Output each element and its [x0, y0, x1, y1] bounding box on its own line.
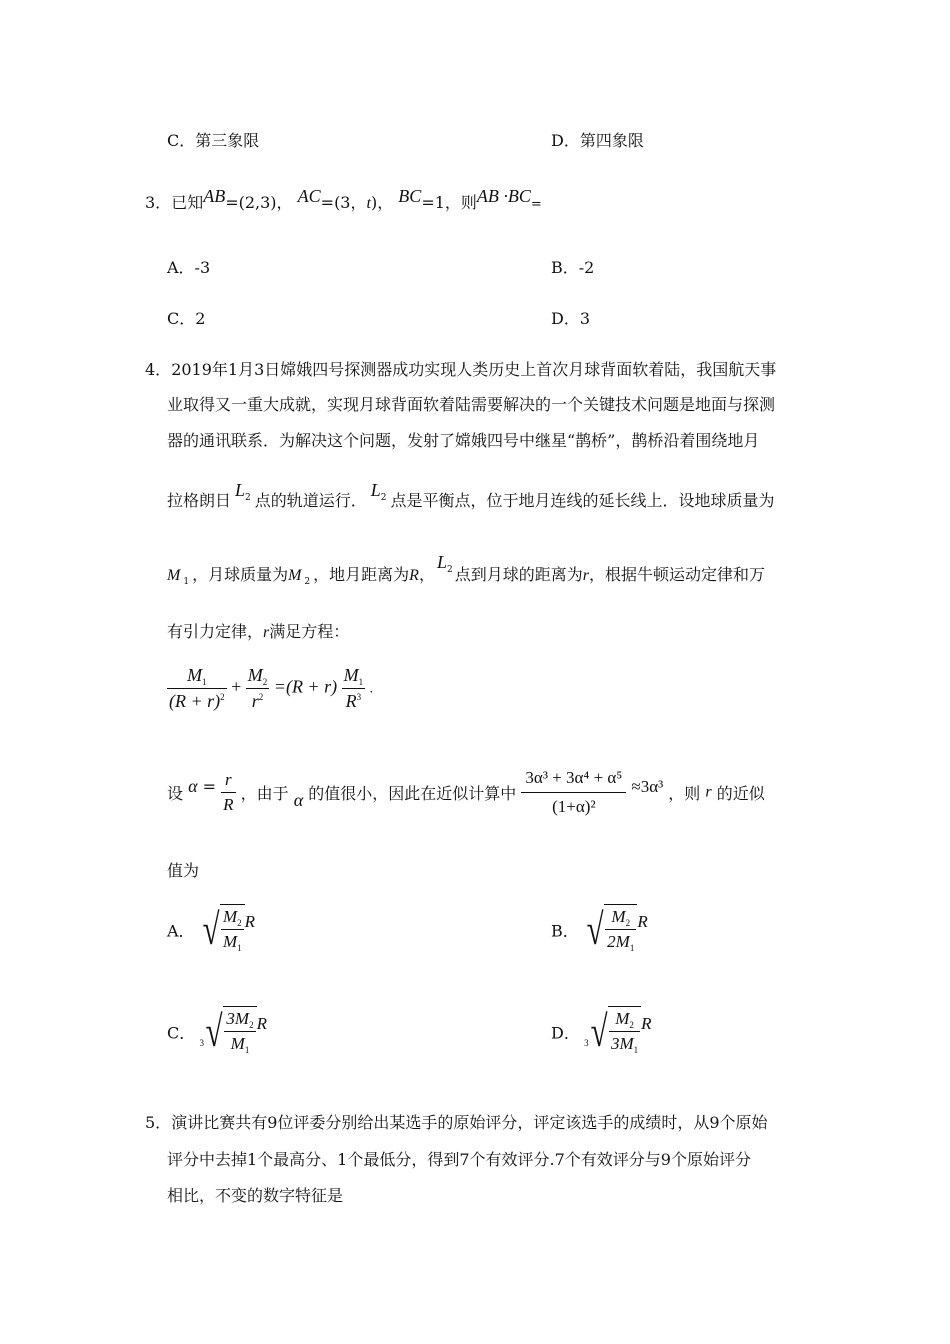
q4-text-4a: 拉格朗日 — [167, 491, 232, 510]
q4-text-7d: ，则 — [668, 784, 701, 803]
q3-number: 3． — [145, 193, 172, 212]
approx-rhs: ≈3α³ — [631, 776, 664, 796]
q5-number: 5． — [145, 1113, 172, 1132]
eq-square: 2 — [220, 692, 225, 702]
q4-number: 4． — [145, 360, 172, 379]
approx-num: 3α³ + 3α⁴ + α⁵ — [521, 768, 626, 793]
opt-m: M — [611, 907, 626, 926]
q4-option-d — [551, 1006, 652, 1058]
cube-index: 3 — [199, 1037, 204, 1048]
radical-sign: √ — [590, 1007, 608, 1056]
eq-m: M — [247, 665, 263, 685]
r-lower: r — [582, 567, 589, 584]
eq-term-2 — [246, 665, 270, 712]
eq-period: . — [369, 681, 374, 697]
opt-sub: 1 — [237, 943, 242, 953]
q4-text-5e: ，根据牛顿运动定律和万 — [588, 565, 765, 584]
q3-ac-value: =(3， — [320, 193, 367, 212]
vector-bc: BC — [398, 186, 422, 206]
q4-line-6 — [167, 619, 349, 642]
q4-text-4b: 点的轨道运行． — [254, 491, 367, 510]
l2-symbol-1 — [235, 480, 251, 503]
eq-m: M — [343, 665, 359, 685]
q3-t: t — [366, 195, 371, 212]
radical-sign: √ — [202, 905, 220, 954]
l2-letter: L — [370, 480, 381, 500]
eq-term-1 — [167, 665, 227, 712]
eq-rhs: =(R + r) — [273, 676, 338, 697]
opt-sub: 1 — [244, 1045, 250, 1055]
q4-line-4 — [167, 480, 775, 511]
m1-letter: M — [167, 567, 181, 584]
q5-line-1 — [145, 1110, 768, 1133]
opt-m: M — [222, 932, 238, 951]
r-capital: R — [409, 567, 419, 584]
opt-sub: 1 — [633, 1045, 639, 1055]
opt-m: M — [222, 907, 238, 926]
opt-2m: 2M — [607, 932, 630, 951]
q3-ab-value: =(2,3)， — [225, 193, 293, 212]
l2-subscript: 2 — [380, 493, 387, 503]
l2-symbol-2 — [370, 480, 387, 503]
q3-option-d: D．3 — [551, 309, 591, 328]
q4-text-5a: ，月球质量为 — [192, 565, 289, 584]
eq-term-3 — [342, 665, 366, 712]
option-d-label: D． — [551, 1023, 580, 1043]
alpha-symbol: α — [188, 776, 198, 796]
q4-line-5 — [167, 552, 765, 587]
q4-text-7a: 设 — [167, 784, 184, 803]
approx-den: (1+α)² — [552, 797, 596, 816]
q3-option-b: B．-2 — [551, 258, 595, 277]
q2-option-d: D．第四象限 — [551, 131, 644, 150]
opt-sub: 2 — [237, 918, 242, 928]
q3-equals: = — [530, 197, 542, 212]
q4-line-1 — [145, 357, 776, 380]
eq-cube: 3 — [356, 692, 362, 702]
opt-r: R — [637, 912, 648, 931]
alpha-equals: = — [202, 777, 217, 796]
q4-line-8: 值为 — [167, 861, 200, 880]
q2-option-c: C．第三象限 — [167, 131, 260, 150]
opt-sub: 2 — [625, 918, 631, 928]
approx-fraction — [521, 768, 626, 817]
vector-ac: AC — [297, 186, 321, 206]
sqrt-b — [583, 904, 637, 956]
q3-option-c: C．2 — [167, 309, 206, 328]
q4-text-7b: ，由于 — [240, 784, 289, 803]
q4-line-7 — [167, 768, 765, 817]
radical-sign: √ — [586, 905, 604, 954]
l2-letter: L — [235, 480, 246, 500]
vector-ab: AB — [203, 186, 226, 206]
option-c-label: C． — [167, 1023, 196, 1043]
q4-equation — [167, 665, 373, 712]
cbrt-d — [587, 1006, 641, 1058]
alpha-fraction — [221, 770, 235, 815]
q4-option-a — [167, 904, 255, 956]
q5-line-3: 相比，不变的数字特征是 — [167, 1186, 344, 1205]
option-b-label: B． — [551, 921, 579, 941]
sqrt-a — [199, 904, 245, 956]
cube-index: 3 — [584, 1037, 589, 1048]
q4-text-7e: 的近似 — [716, 784, 765, 803]
l2-subscript: 2 — [446, 565, 453, 575]
q4-line-2: 业取得又一重大成就，实现月球背面软着陆需要解决的一个关键技术问题是地面与探测 — [167, 395, 776, 414]
opt-sub: 1 — [629, 943, 635, 953]
q4-line-3: 器的通讯联系．为解决这个问题，发射了嫦娥四号中继星“鹊桥”，鹊桥沿着围绕地月 — [167, 431, 760, 450]
opt-m: M — [230, 1034, 245, 1053]
opt-r: R — [641, 1014, 652, 1033]
q4-option-c — [167, 1006, 267, 1058]
l2-symbol-3 — [436, 552, 453, 575]
m2-subscript: 2 — [304, 577, 311, 587]
q4-text-1: 2019年1月3日嫦娥四号探测器成功实现人类历史上首次月球背面软着陆，我国航天事 — [171, 360, 777, 379]
q3-stem — [145, 186, 542, 213]
opt-sub: 2 — [629, 1020, 634, 1030]
eq-plus: + — [231, 676, 242, 697]
alpha-num: r — [221, 770, 235, 793]
option-a-label: A． — [167, 921, 195, 941]
q4-text-4c: 点是平衡点，位于地月连线的延长线上．设地球质量为 — [390, 491, 775, 510]
radical-sign: √ — [205, 1007, 223, 1056]
q4-text-6: 有引力定律， — [167, 622, 264, 641]
q4-text-5d: 点到月球的距离为 — [454, 565, 583, 584]
eq-sub: 1 — [358, 677, 364, 687]
opt-r: R — [244, 912, 256, 931]
q4-option-b — [551, 904, 648, 956]
opt-m: M — [615, 1009, 630, 1028]
l2-letter: L — [436, 552, 447, 572]
r-lower: r — [263, 624, 270, 641]
q3-option-a: A．-3 — [167, 258, 211, 277]
alpha-symbol: α — [293, 790, 304, 810]
r-lower: r — [705, 783, 712, 801]
q4-text-5c: ， — [418, 565, 435, 584]
eq-square: 2 — [258, 692, 264, 702]
m2-letter: M — [288, 567, 302, 584]
q3-lead: 已知 — [171, 193, 204, 212]
q5-line-2: 评分中去掉1个最高分、1个最低分，得到7个有效评分.7个有效评分与9个原始评分 — [167, 1150, 751, 1169]
opt-r: R — [256, 1014, 267, 1033]
eq-den-3: R — [345, 691, 357, 711]
opt-3m: 3M — [611, 1034, 634, 1053]
q3-dot-product: AB ·BC — [476, 186, 531, 206]
q4-text-7c: 的值很小，因此在近似计算中 — [308, 784, 517, 803]
cbrt-c — [199, 1006, 256, 1058]
m1-subscript: 1 — [183, 577, 190, 587]
eq-den-2: r — [251, 691, 259, 711]
q5-text-1: 演讲比赛共有9位评委分别给出某选手的原始评分，评定该选手的成绩时，从9个原始 — [171, 1113, 768, 1132]
q4-text-6b: 满足方程： — [269, 622, 350, 641]
eq-sub: 2 — [262, 677, 268, 687]
q4-text-5b: ，地月距离为 — [313, 565, 410, 584]
eq-m: M — [187, 665, 203, 685]
eq-sub: 1 — [202, 677, 207, 687]
q3-bc-value: =1，则 — [421, 193, 477, 212]
l2-subscript: 2 — [245, 493, 251, 503]
alpha-den: R — [223, 795, 234, 814]
eq-den-1: (R + r) — [169, 691, 221, 711]
opt-sub: 2 — [249, 1020, 254, 1030]
q3-ac-close: )， — [370, 193, 394, 212]
opt-3m: 3M — [226, 1009, 250, 1028]
